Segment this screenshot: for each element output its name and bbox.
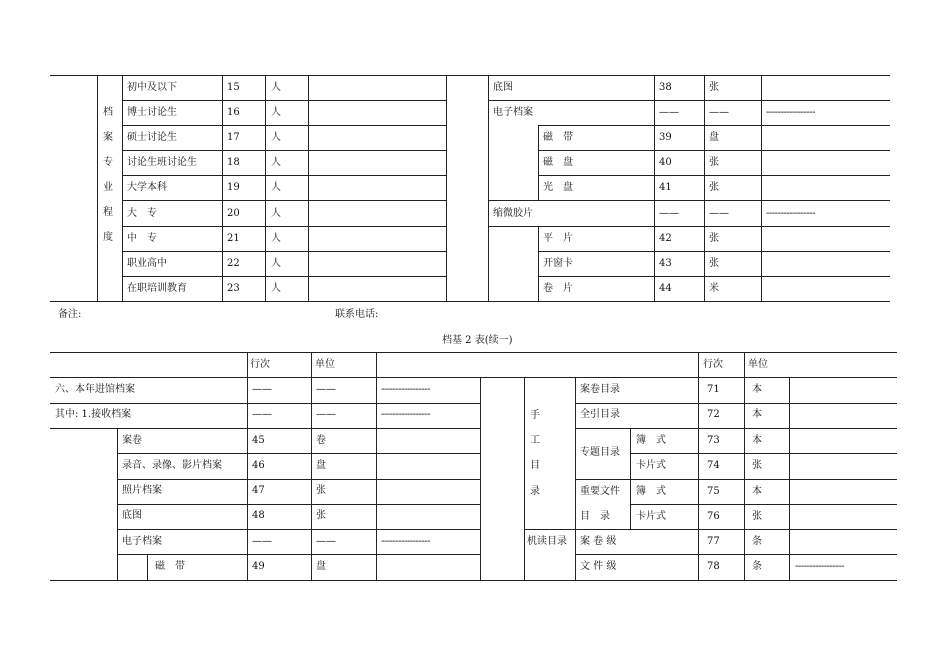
row-line: 78 [707, 561, 720, 572]
header-line-right: 行次 [703, 359, 723, 370]
card-style-label: 卡片式 [636, 460, 666, 471]
row-line: 46 [252, 460, 265, 471]
row-label: 大学本科 [127, 182, 167, 193]
vlabel-char: 程 [103, 207, 113, 218]
row-label: 平 片 [543, 233, 573, 244]
row-line: 39 [659, 132, 672, 143]
row-value: ----------------- [381, 409, 430, 420]
row-unit: 人 [271, 233, 281, 244]
vlabel-char: 案 [103, 132, 113, 143]
row-line: 18 [227, 157, 240, 168]
row-label: 在职培训教育 [127, 283, 187, 294]
row-unit: 张 [709, 233, 719, 244]
row-label: 底图 [122, 510, 142, 521]
catalog-label: 案卷目录 [580, 384, 620, 395]
vlabel-char: 档 [103, 107, 113, 118]
header-unit: 单位 [315, 359, 335, 370]
row-line: 41 [659, 182, 672, 193]
row-unit: 盘 [316, 460, 326, 471]
header-unit-right: 单位 [748, 359, 768, 370]
row-unit: 张 [752, 511, 762, 522]
manual-char: 录 [530, 486, 540, 497]
row-unit: 张 [316, 510, 326, 521]
header-line: 行次 [250, 359, 270, 370]
row-line: 23 [227, 283, 240, 294]
row-label: 案卷 [122, 435, 142, 446]
row-unit: 张 [709, 182, 719, 193]
row-line: 17 [227, 132, 240, 143]
row-label: 电子档案 [493, 107, 533, 118]
remark-label: 备注: [58, 309, 82, 320]
row-label: 大 专 [127, 208, 157, 219]
row-value: ----------------- [381, 536, 430, 547]
row-label: 硕士讨论生 [127, 132, 177, 143]
row-label: 缩微胶片 [493, 208, 533, 219]
row-label: 博士讨论生 [127, 107, 177, 118]
row-unit: 张 [709, 82, 719, 93]
row-label: 录音、录像、影片档案 [122, 460, 222, 471]
row-line: 71 [707, 384, 720, 395]
row-label: 六、本年进馆档案 [55, 384, 135, 395]
row-unit: 人 [271, 258, 281, 269]
row-unit: —— [316, 384, 336, 395]
row-line: 38 [659, 82, 672, 93]
row-line: 21 [227, 233, 240, 244]
row-unit: —— [709, 208, 729, 219]
row-label: 其中: 1.接收档案 [55, 409, 132, 420]
row-line: 15 [227, 82, 240, 93]
row-label: 磁 带 [543, 132, 573, 143]
row-label: 磁 盘 [543, 157, 573, 168]
row-unit: 张 [709, 258, 719, 269]
row-line: 43 [659, 258, 672, 269]
row-line: 73 [707, 435, 720, 446]
row-unit: 人 [271, 82, 281, 93]
row-line: —— [252, 536, 272, 547]
table2-title: 档基 2 表(续一) [442, 335, 513, 346]
row-unit: 条 [752, 536, 762, 547]
file-level-label: 文 件 级 [580, 561, 617, 572]
row-line: 47 [252, 485, 265, 496]
row-unit: 卷 [316, 435, 326, 446]
special-catalog-label: 专题目录 [580, 447, 620, 458]
row-label: 底图 [493, 82, 513, 93]
row-value: ----------------- [766, 107, 815, 118]
row-unit: 人 [271, 283, 281, 294]
row-line: —— [252, 409, 272, 420]
row-unit: 本 [752, 486, 762, 497]
row-unit: 条 [752, 561, 762, 572]
row-line: —— [659, 208, 679, 219]
row-value: ----------------- [766, 208, 815, 219]
row-line: —— [659, 107, 679, 118]
row-line: 22 [227, 258, 240, 269]
row-unit: —— [316, 409, 336, 420]
vlabel-char: 度 [103, 232, 113, 243]
row-unit: 张 [316, 485, 326, 496]
row-line: 76 [707, 511, 720, 522]
row-line: 49 [252, 561, 265, 572]
vlabel-char: 业 [103, 182, 113, 193]
row-unit: 盘 [709, 132, 719, 143]
row-unit: —— [316, 536, 336, 547]
volume-level-label: 案 卷 级 [580, 536, 617, 547]
row-label: 电子档案 [122, 536, 162, 547]
row-line: 72 [707, 409, 720, 420]
manual-char: 手 [530, 410, 540, 421]
row-line: —— [252, 384, 272, 395]
important-label-1: 重要文件 [580, 486, 620, 497]
row-line: 40 [659, 157, 672, 168]
row-value: ----------------- [381, 384, 430, 395]
row-unit: 本 [752, 409, 762, 420]
row-line: 74 [707, 460, 720, 471]
manual-char: 目 [530, 460, 540, 471]
row-label: 开窗卡 [543, 258, 573, 269]
row-unit: —— [709, 107, 729, 118]
row-unit: 张 [709, 157, 719, 168]
row-label: 初中及以下 [127, 82, 177, 93]
row-label: 光 盘 [543, 182, 573, 193]
row-unit: 人 [271, 182, 281, 193]
row-line: 20 [227, 208, 240, 219]
row-unit: 本 [752, 435, 762, 446]
important-label-2: 目 录 [580, 511, 610, 522]
row-value: ----------------- [795, 561, 844, 572]
row-line: 44 [659, 283, 672, 294]
row-line: 19 [227, 182, 240, 193]
row-label: 职业高中 [127, 258, 167, 269]
book-style-label: 簿 式 [636, 435, 666, 446]
row-unit: 人 [271, 157, 281, 168]
row-unit: 人 [271, 132, 281, 143]
row-label: 中 专 [127, 233, 157, 244]
book-style-label: 簿 式 [636, 486, 666, 497]
vlabel-char: 专 [103, 157, 113, 168]
row-line: 75 [707, 486, 720, 497]
row-unit: 人 [271, 107, 281, 118]
row-line: 77 [707, 536, 720, 547]
row-unit: 人 [271, 208, 281, 219]
row-label: 卷 片 [543, 283, 573, 294]
manual-char: 工 [530, 435, 540, 446]
phone-label: 联系电话: [335, 309, 379, 320]
row-unit: 米 [709, 283, 719, 294]
row-unit: 张 [752, 460, 762, 471]
row-label: 讨论生班讨论生 [127, 157, 197, 168]
row-unit: 本 [752, 384, 762, 395]
machine-catalog-label: 机读目录 [527, 536, 567, 547]
row-unit: 盘 [316, 561, 326, 572]
row-label: 照片档案 [122, 485, 162, 496]
row-line: 42 [659, 233, 672, 244]
card-style-label: 卡片式 [636, 511, 666, 522]
row-line: 16 [227, 107, 240, 118]
row-line: 48 [252, 510, 265, 521]
full-index-label: 全引目录 [580, 409, 620, 420]
row-label: 磁 带 [155, 561, 185, 572]
row-line: 45 [252, 435, 265, 446]
